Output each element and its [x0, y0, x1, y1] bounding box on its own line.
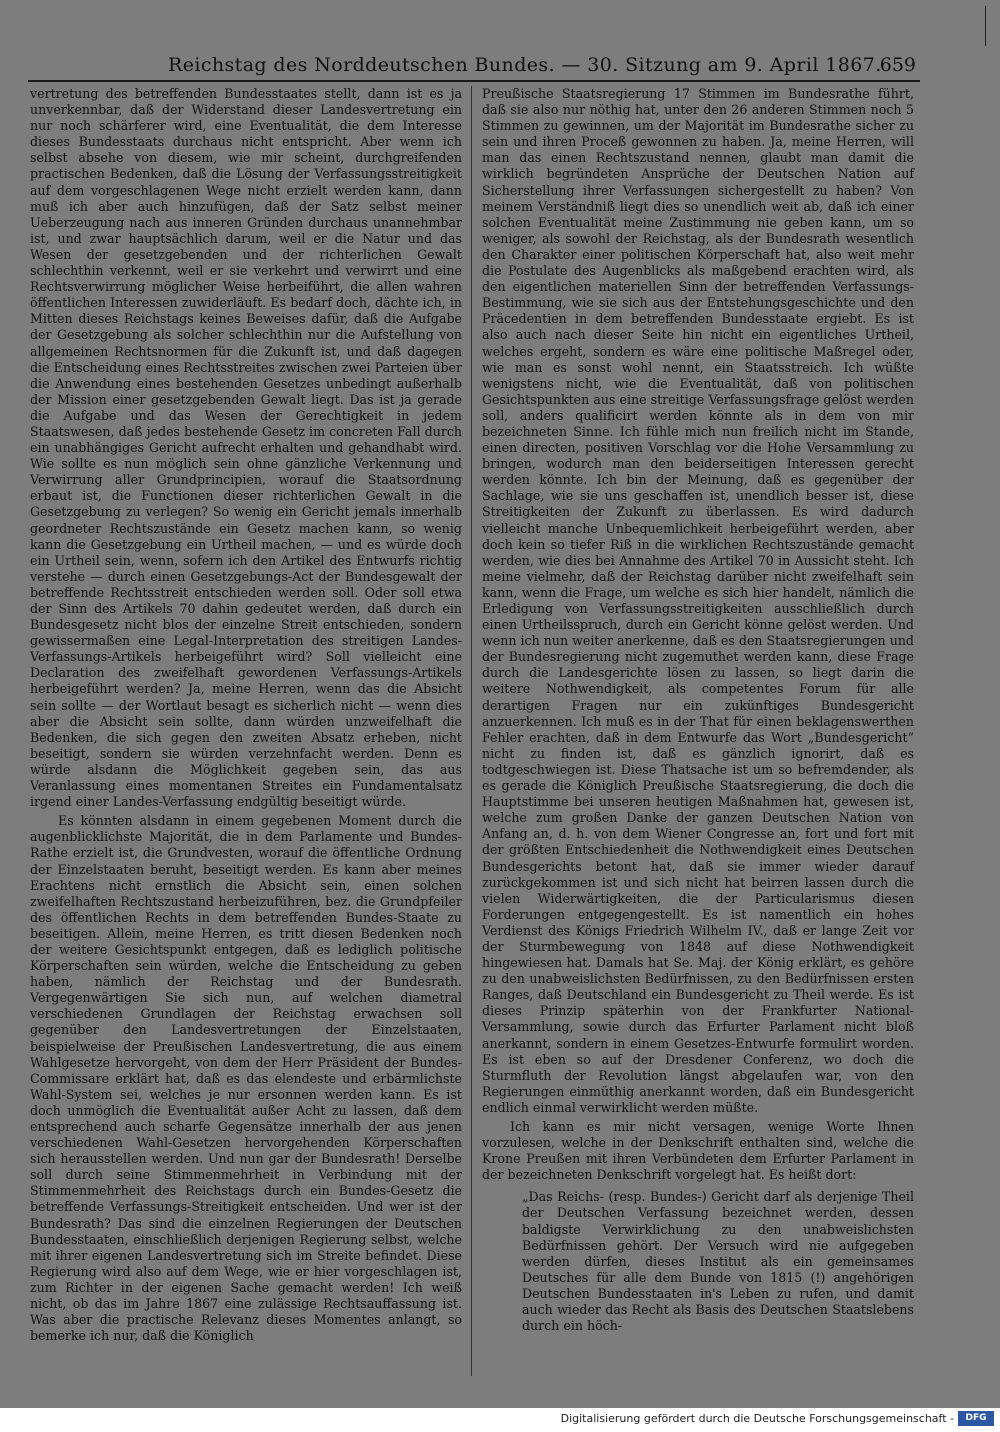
footer-bar — [0, 1408, 1000, 1432]
page-header — [28, 50, 920, 82]
right-column — [482, 86, 914, 1376]
funding-note: Digitalisierung gefördert durch die Deutsche Forschungsgemeinschaft - — [560, 1412, 954, 1425]
dfg-logo: DFG — [958, 1411, 994, 1426]
crop-mark — [985, 6, 992, 46]
page-number: 659 — [879, 54, 916, 76]
running-title: Reichstag des Norddeutschen Bundes. — 30. Sitzung am 9. April 1867. — [168, 54, 882, 76]
block-quote: „Das Reichs- (resp. Bundes-) Gericht darf als derjenige Theil der Deutschen Verfassung bezeichnet werden, dessen baldigste Verwirklichung zu den unabweislichsten Bedürfnissen gehört. Der Versuch wird nie aufgegeben werden dürfen, dieses Institut als ein gemeinsames Deutsches für alle dem Bunde von 1815 (!) angehörigen Deutschen Bundesstaaten in's Leben zu rufen, und damit auch wieder das Recht als Basis des Deutschen Staatslebens durch ein höch- — [522, 1189, 914, 1334]
left-column — [30, 86, 462, 1376]
paragraph: Es könnten alsdann in einem gegebenen Moment durch die augenblicklichste Majorität, die in dem Parlamente und Bundes-Rathe erzielt ist, die Grundvesten, worauf die öffentliche Ordnung der Einzelstaaten beruht, beseitigt werden. Es kann aber meines Erachtens nicht ernstlich die Absicht sein, einen solchen zweifelhaften Rechtszustand herbeizuführen, bez. die Grundpfeiler des öffentlichen Rechts in dem betreffenden Bundes-Staate zu beseitigen. Allein, meine Herren, es tritt diesen Bedenken noch der weitere Gesichtspunkt entgegen, daß es lediglich politische Körperschaften sein würden, welche die Entscheidung zu geben haben, nämlich der Reichstag und der Bundesrath. Vergegenwärtigen Sie sich nun, auf welchen diametral verschiedenen Grundlagen der Reichstag erwachsen soll gegenüber den Landesvertretungen der Einzelstaaten, beispielweise der Preußischen Landesvertretung, die aus einem Wahlgesetze hervorgeht, von dem der Herr Präsident der Bundes-Commissare erklärt hat, daß es das elendeste und erbärmlichste Wahl-System sei, welches je nur ersonnen werden kann. Es ist doch unmöglich die Eventualität außer Acht zu lassen, daß dem entsprechend auch scharfe Gegensätze innerhalb der aus jenen verschiedenen Wahl-Gesetzen hervorgehenden Körperschaften sich herausstellen werden. Und nun gar der Bundesrath! Derselbe soll durch seine Stimmenmehrheit in Verbindung mit der Stimmenmehrheit des Reichstags durch ein Bundes-Gesetz die betreffende Verfassungs-Streitigkeit entscheiden. Und wer ist der Bundesrath? Das sind die einzelnen Regierungen der Deutschen Bundesstaaten, einschließlich derjenigen Regierung selbst, welche mit ihrer eigenen Landesvertretung sich im Streite befindet. Diese Regierung wird also auf dem Wege, wie er hier vorgeschlagen ist, zum Richter in der eigenen Sache gemacht werden! Ich weiß nicht, ob das im Jahre 1867 eine zulässige Rechtsauffassung ist. Was aber die practische Relevanz dieses Momentes anlangt, so bemerke ich nur, daß die Königlich — [30, 813, 462, 1344]
paragraph: vertretung des betreffenden Bundesstaates stellt, dann ist es ja unverkennbar, daß der Widerstand dieser Landesvertretung ein nur noch schärferer wird, eine Eventualität, die dem Interesse dieses Bundesstaats durchaus nicht entspricht. Aber wenn ich selbst absehe von diesem, wie mir scheint, durchgreifenden practischen Bedenken, daß die Lösung der Verfassungsstreitigkeit auf dem vorgeschlagenen Wege nicht erzielt werden kann, dann muß ich aber auch hinzufügen, daß der Satz selbst meiner Ueberzeugung nach aus inneren Gründen durchaus unannehmbar ist, und zwar hauptsächlich darum, weil er die Natur und das Wesen der gesetzgebenden und der richterlichen Gewalt schlechthin verkennt, weil er sie verkehrt und verwirrt und eine Rechtsverwirrung möglicher Weise herbeiführt, die allen wahren öffentlichen Interessen zuwiderläuft. Es bedarf doch, dächte ich, in Mitten dieses Reichstags keines Beweises dafür, daß die Aufgabe der Gesetzgebung als solcher schlechthin nur die Aufstellung von allgemeinen Rechtsnormen für die Zukunft ist, und daß dagegen die Entscheidung eines Rechtsstreites zwischen zwei Parteien über die Anwendung eines bestehenden Gesetzes unbedingt außerhalb der Mission einer gesetzgebenden Gewalt liegt. Das ist ja gerade die Aufgabe und das Wesen der Gerechtigkeit in jedem Staatswesen, daß jedes bestehende Gesetz im concreten Fall durch ein unabhängiges Gericht aufrecht erhalten und gehandhabt wird. Wie sollte es nun möglich sein ohne gänzliche Verkennung und Verwirrung aller Grundprincipien, worauf die Staatsordnung erbaut ist, die Functionen dieser richterlichen Gewalt in die Gesetzgebung zu verlegen? So wenig ein Gericht jemals innerhalb geordneter Rechtszustände ein Gesetz machen kann, so wenig kann die Gesetzgebung ein Urtheil machen, — und es würde doch ein Urtheil sein, wenn, sofern ich den Artikel des Entwurfs richtig verstehe — durch einen Gesetzgebungs-Act der Bundesgewalt der betreffende Rechtsstreit entschieden werden soll. Oder soll etwa der Sinn des Artikels 70 dahin gedeutet werden, daß durch ein Bundesgesetz nicht blos der einzelne Streit entschieden, sondern gewissermaßen eine Legal-Interpretation des streitigen Landes-Verfassungs-Artikels herbeigeführt wird? Soll vielleicht eine Declaration des zweifelhaft gewordenen Verfassungs-Artikels herbeigeführt werden? Ja, meine Herren, wenn das die Absicht sein sollte — der Wortlaut besagt es sicherlich nicht — wenn dies aber die Absicht sein sollte, dann würden unzweifelhaft die Bedenken, die sich gegen den zweiten Absatz erheben, nicht beseitigt, sondern sie würden verzehnfacht werden. Denn es würde alsdann die Möglichkeit gegeben sein, das aus Veranlassung eines momentanen Streites ein Fundamentalsatz irgend einer Landes-Verfassung endgültig beseitigt würde. — [30, 86, 462, 810]
paragraph: Ich kann es mir nicht versagen, wenige Worte Ihnen vorzulesen, welche in der Denkschrift enthalten sind, welche die Krone Preußen mit ihren Verbündeten dem Erfurter Parlament in der bezeichneten Denkschrift vorgelegt hat. Es heißt dort: — [482, 1119, 914, 1183]
paragraph: Preußische Staatsregierung 17 Stimmen im Bundesrathe führt, daß sie also nur nöthig hat, unter den 26 anderen Stimmen noch 5 Stimmen zu gewinnen, um der Majorität im Bundesrathe sicher zu sein und ihren Proceß gewonnen zu haben. Ja, meine Herren, will man das einen Rechtszustand nennen, glaubt man damit die wirklich begründeten Ansprüche der Deutschen Nation auf Sicherstellung ihrer Verfassungen sichergestellt zu haben? Von meinem Verständniß liegt dies so unendlich weit ab, daß ich einer solchen Eventualität meine Zustimmung nie geben kann, um so weniger, als sowohl der Reichstag, als der Bundesrath wesentlich den Charakter einer politischen Körperschaft hat, also weit mehr die Postulate des Augenblicks als maßgebend erachten wird, als den eigentlichen materiellen Sinn der betreffenden Verfassungs-Bestimmung, wie sie sich aus der Entstehungsgeschichte und den Präcedentien in dem betreffenden Bundesstaate ergiebt. Es ist also auch nach dieser Seite hin nicht ein eigentliches Urtheil, welches ergeht, sondern es wäre eine politische Maßregel oder, wie man es sonst wohl nennt, ein Staatsstreich. Ich wüßte wenigstens nicht, wie die Eventualität, daß von politischen Gesichtspunkten aus eine streitige Verfassungsfrage gelöst werden soll, anders qualificirt werden könnte als in dem von mir bezeichneten Sinne. Ich fühle mich nun freilich nicht im Stande, einen directen, positiven Vorschlag vor die Hohe Versammlung zu bringen, wodurch man den beiderseitigen Interessen gerecht werden könnte. Ich bin der Meinung, daß es gegenüber der Sachlage, wie sie uns geschaffen ist, unendlich besser ist, diese Streitigkeiten der Zukunft zu überlassen. Es wird dadurch vielleicht manche Unbequemlichkeit herbeigeführt werden, aber doch kein so tiefer Riß in die wirklichen Rechtszustände gemacht werden, wie dies bei Annahme des Artikel 70 in Aussicht steht. Ich meine vielmehr, daß der Reichstag darüber nicht zweifelhaft sein kann, wenn die Frage, um welche es sich hier handelt, nämlich die Erledigung von Verfassungsstreitigkeiten ausschließlich durch einen Urtheilsspruch, durch ein Gericht könne gelöst werden. Und wenn ich nun weiter anerkenne, daß es den Staatsregierungen und der Bundesregierung nicht zugemuthet werden kann, diese Frage durch die Landesgerichte lösen zu lassen, so liegt darin die weitere Nothwendigkeit, als competentes Forum für alle derartigen Fragen nur ein zukünftiges Bundesgericht anzuerkennen. Ich muß es in der That für einen beklagenswerthen Fehler erachten, daß in dem Entwurfe das Wort „Bundesgericht“ nicht zu finden ist, daß es gänzlich ignorirt, daß es todtgeschwiegen ist. Diese Thatsache ist um so befremdender, als es gerade die Königlich Preußische Staatsregierung, die doch die Hauptstimme bei unseren heutigen Maßnahmen hat, gewesen ist, welche zum großen Danke der ganzen Deutschen Nation von Anfang an, d. h. von dem Wiener Congresse an, fort und fort mit der größten Entschiedenheit die Nothwendigkeit eines Deutschen Bundesgerichts betont hat, daß sie immer wieder darauf zurückgekommen ist und sich nicht hat beirren lassen durch die vielen Widerwärtigkeiten, die der Particularismus diesen Forderungen entgegengestellt. Es ist namentlich ein hohes Verdienst des Königs Friedrich Wilhelm IV., daß er lange Zeit vor der Sturmbewegung von 1848 auf diese Nothwendigkeit hingewiesen hat. Damals hat Se. Maj. der König erklärt, es gehöre zu den unabweislichsten Bedürfnissen, zu den Bedürfnissen ersten Ranges, daß Deutschland ein Bundesgericht zu Theil werde. Es ist dieses Prinzip späterhin von der Frankfurter National-Versammlung, sowie durch das Erfurter Parlament nicht bloß anerkannt, sondern in einem Gesetzes-Entwurfe formulirt worden. Es ist eben so auf der Dresdener Conferenz, wo doch die Sturmfluth der Revolution längst abgelaufen war, von den Regierungen einmüthig anerkannt worden, daß ein Bundesgericht endlich einmal verwirklicht werden müßte. — [482, 86, 914, 1115]
column-divider — [471, 86, 472, 1376]
